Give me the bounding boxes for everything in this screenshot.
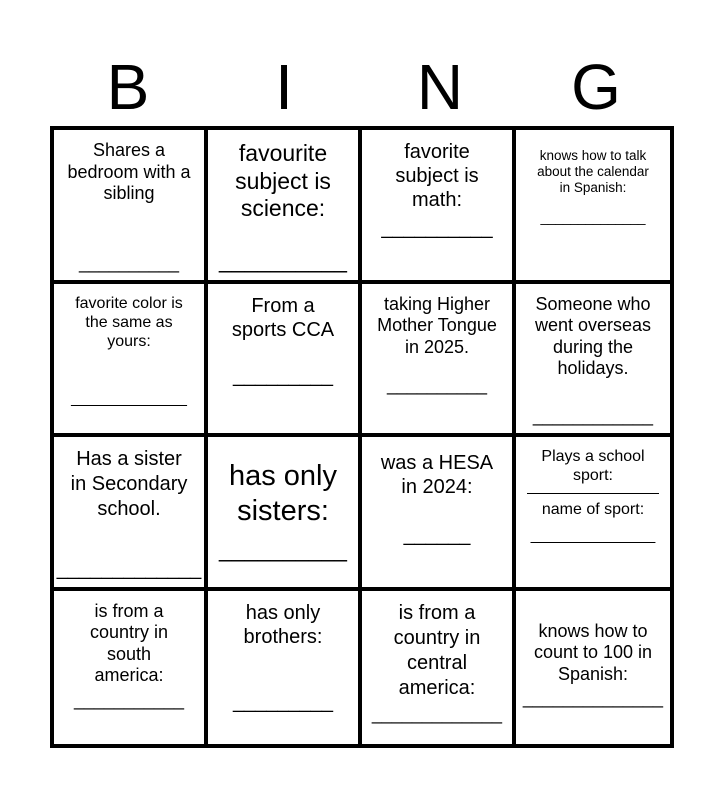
bingo-cell[interactable] bbox=[516, 437, 670, 591]
bingo-cell[interactable] bbox=[54, 591, 208, 745]
bingo-cell[interactable] bbox=[362, 284, 516, 438]
cell-prompt: knows how to talk about the calendar in Spanish: bbox=[537, 148, 649, 196]
bingo-cell[interactable] bbox=[362, 437, 516, 591]
cell-prompt: favorite color is the same as yours: bbox=[75, 294, 183, 350]
cell-prompt: knows how to count to 100 in Spanish: bbox=[533, 620, 653, 684]
cell-answer-line: __________ bbox=[381, 217, 493, 239]
bingo-board bbox=[50, 126, 674, 748]
bingo-cell[interactable] bbox=[54, 437, 208, 591]
cell-prompt: Shares a bedroom with a sibling bbox=[67, 140, 191, 204]
bingo-title bbox=[50, 48, 674, 126]
title-letter-n: N bbox=[416, 51, 464, 123]
answer-line bbox=[527, 493, 659, 494]
cell-prompt: has only brothers: bbox=[243, 601, 323, 648]
bingo-cell[interactable] bbox=[208, 437, 362, 591]
title-letter-b: B bbox=[106, 51, 150, 123]
bingo-cell[interactable] bbox=[54, 130, 208, 284]
title-letter-g: G bbox=[571, 51, 621, 123]
cell-answer-line: ___________ bbox=[73, 689, 185, 710]
cell-answer-line: _________ bbox=[232, 691, 334, 713]
bingo-cell[interactable] bbox=[362, 130, 516, 284]
cell-answer-line: __________ bbox=[78, 252, 180, 273]
bingo-cell[interactable] bbox=[208, 130, 362, 284]
cell-answer-line: _________ bbox=[232, 364, 334, 387]
title-letter-i: I bbox=[275, 51, 293, 123]
bingo-cell[interactable] bbox=[516, 591, 670, 745]
cell-prompt: taking Higher Mother Tongue in 2025. bbox=[377, 293, 497, 357]
cell-prompt: Has a sister in Secondary school. bbox=[70, 448, 188, 520]
cell-prompt: is from a country in south america: bbox=[89, 600, 169, 686]
cell-answer-line: __________ bbox=[219, 535, 347, 562]
bingo-cell[interactable] bbox=[208, 284, 362, 438]
bingo-cell[interactable] bbox=[208, 591, 362, 745]
bingo-cell[interactable] bbox=[516, 130, 670, 284]
cell-answer-line: ______________ bbox=[540, 209, 646, 225]
bingo-cell[interactable] bbox=[54, 284, 208, 438]
cell-answer-line: _____________ bbox=[56, 557, 202, 580]
cell-answer-line: ____________ bbox=[532, 406, 654, 426]
cell-prompt: Plays a school sport: bbox=[541, 448, 645, 485]
cell-answer-line: ______ bbox=[403, 524, 471, 546]
cell-prompt: has only sisters: bbox=[228, 460, 337, 527]
cell-answer-line: ______________ bbox=[522, 688, 664, 709]
bingo-cell[interactable] bbox=[516, 284, 670, 438]
cell-answer-line: _____________ bbox=[71, 390, 187, 407]
cell-prompt: Someone who went overseas during the holidays. bbox=[534, 293, 652, 379]
cell-answer-line: _____________ bbox=[371, 703, 503, 724]
cell-prompt: favorite subject is math: bbox=[395, 141, 479, 211]
cell-answer-line: __________ bbox=[386, 375, 488, 396]
cell-prompt: From a sports CCA bbox=[231, 294, 335, 341]
cell-prompt: is from a country in central america: bbox=[393, 601, 481, 699]
cell-answer-line: ______________ bbox=[530, 526, 656, 544]
cell-prompt: was a HESA in 2024: bbox=[380, 452, 494, 498]
cell-answer-line: __________ bbox=[219, 246, 347, 273]
cell-subprompt: name of sport: bbox=[541, 501, 645, 519]
bingo-cell[interactable] bbox=[362, 591, 516, 745]
cell-prompt: favourite subject is science: bbox=[235, 140, 331, 222]
